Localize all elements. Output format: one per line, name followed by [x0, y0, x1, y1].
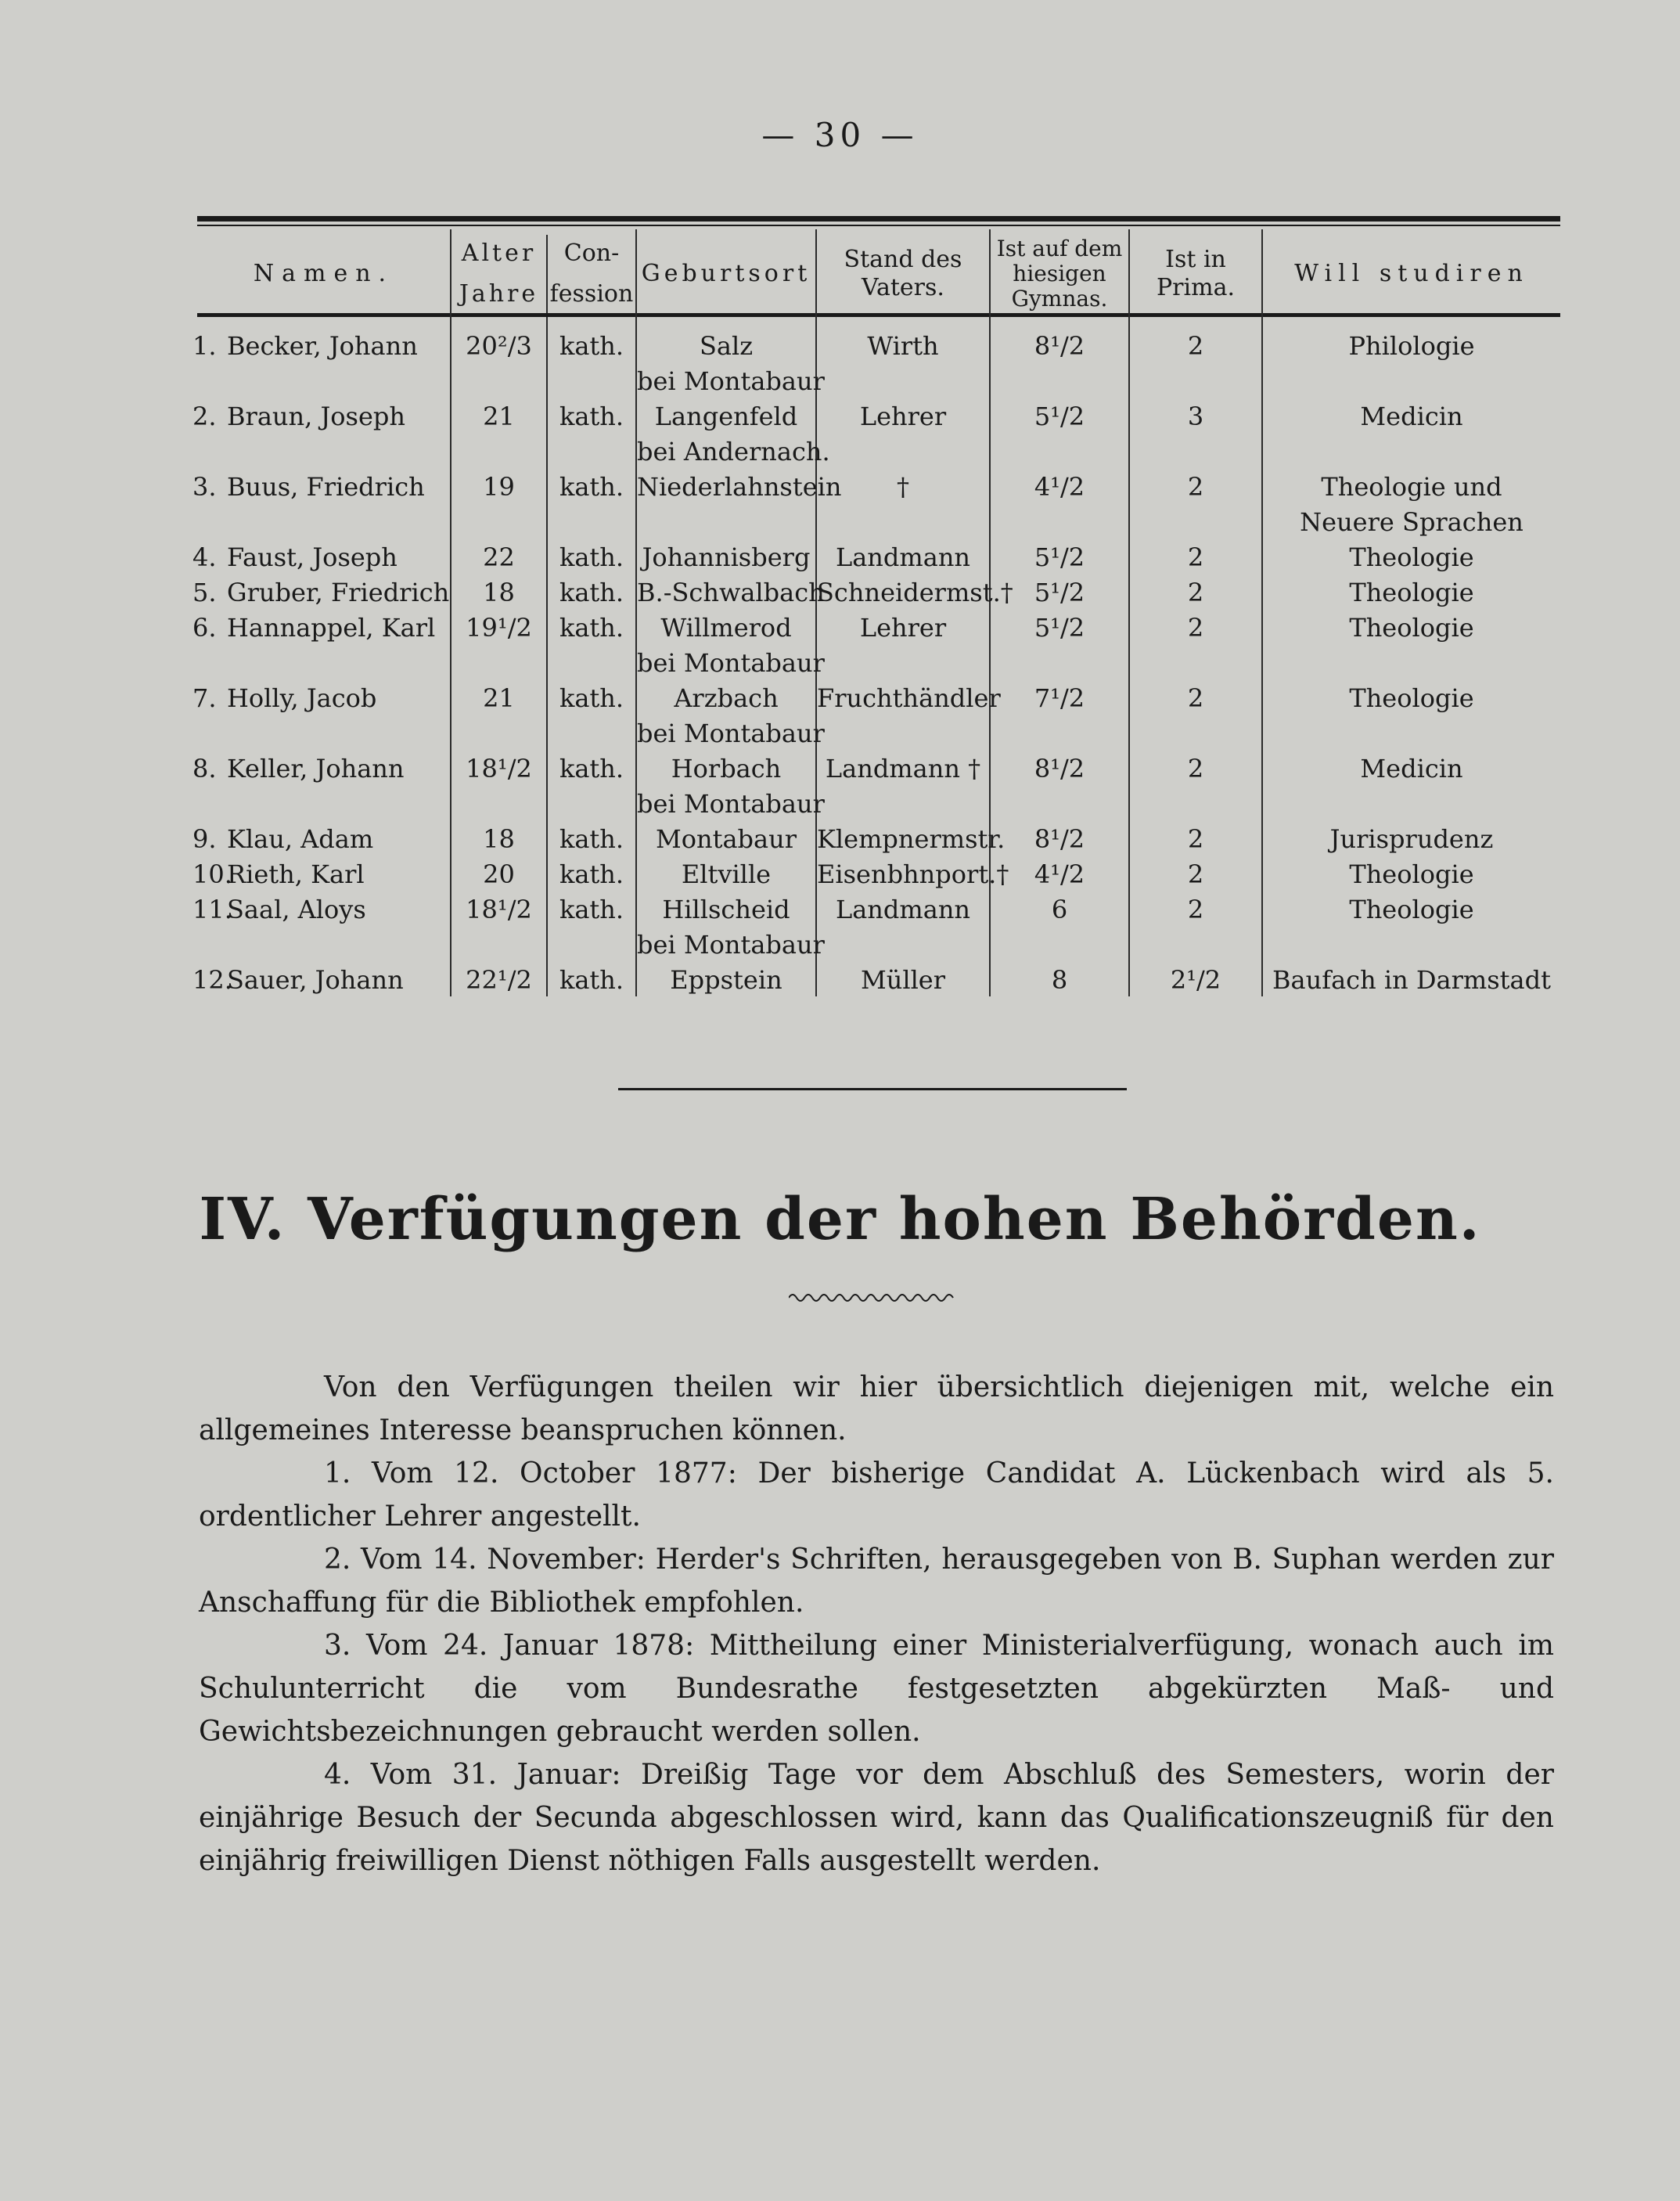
cell-conf: kath. [559, 965, 624, 995]
paragraph-item-3: 3. Vom 24. Januar 1878: Mittheilung einer Ministerialverfügung, wonach auch im Schulunterricht die vom Bundesrathe festgesetzten abgekürzten Maß- und Gewichtsbezeichnungen gebraucht werden sollen. [199, 1630, 1554, 1748]
table-top-rule-thin [197, 225, 1560, 226]
cell-gym: 8¹/2 [1034, 754, 1085, 783]
cell-prima: 2 [1187, 895, 1204, 924]
page-number: — 30 — [761, 116, 919, 154]
cell-father: Fruchthändler [817, 683, 1001, 713]
header-confession-line2: fession [549, 280, 634, 308]
table-row [0, 892, 1680, 928]
cell-no: 12. [192, 965, 232, 995]
cell-father: Landmann [835, 895, 971, 924]
cell-prima: 2 [1187, 472, 1204, 502]
cell-father: Klempnermstr. [817, 824, 1005, 854]
table-top-rule [197, 216, 1560, 222]
table-row [0, 399, 1680, 434]
cell-age: 22¹/2 [466, 965, 532, 995]
header-father-line2: Vaters. [862, 274, 944, 301]
cell-conf: kath. [559, 613, 624, 643]
cell-gym: 8¹/2 [1034, 824, 1085, 854]
cell-study: Theologie [1349, 542, 1474, 572]
paragraph-item-4: 4. Vom 31. Januar: Dreißig Tage vor dem Abschluß des Semesters, worin der einjährige Besuch der Secunda abgeschlossen wird, kann das Qualificationszeugniß für den einjährig freiwilligen Dienst nöthigen Falls ausgestellt werden. [199, 1759, 1554, 1877]
cell-age: 20²/3 [466, 331, 532, 361]
cell-no: 2. [192, 402, 217, 431]
cell-study: Theologie [1349, 613, 1474, 643]
cell-age: 21 [483, 683, 515, 713]
header-gymnasium-line1: Ist auf dem [996, 236, 1123, 261]
table-row [0, 470, 1680, 505]
header-study: Will studiren [1294, 260, 1529, 287]
cell-name: Hannappel, Karl [227, 613, 436, 643]
cell-prima: 2 [1187, 754, 1204, 783]
header-gymnasium-line3: Gymnas. [1011, 286, 1108, 312]
table-row-continuation [0, 716, 1680, 751]
cell-name: Gruber, Friedrich [227, 578, 450, 607]
table-row [0, 681, 1680, 716]
cell-name: Saal, Aloys [227, 895, 366, 924]
header-prima-line2: Prima. [1157, 274, 1235, 301]
cell-gym: 7¹/2 [1034, 683, 1085, 713]
header-father-line1: Stand des [844, 246, 962, 273]
cell-no: 8. [192, 754, 217, 783]
table-row [0, 857, 1680, 892]
cell-name: Holly, Jacob [227, 683, 377, 713]
cell-father: Landmann † [825, 754, 981, 783]
cell-gym: 5¹/2 [1034, 613, 1085, 643]
cell-place: Willmerod [660, 613, 792, 643]
table-row [0, 540, 1680, 575]
cell-gym: 5¹/2 [1034, 402, 1085, 431]
cell-no: 11. [192, 895, 232, 924]
cell-name: Braun, Joseph [227, 402, 405, 431]
wavy-ornament-icon [789, 1290, 956, 1306]
table-row-continuation [0, 505, 1680, 540]
header-father [817, 235, 989, 313]
cell-prima: 3 [1187, 402, 1204, 431]
cell-place-continuation: bei Montabaur [637, 648, 825, 678]
cell-father: Lehrer [859, 402, 947, 431]
cell-gym: 8¹/2 [1034, 331, 1085, 361]
cell-conf: kath. [559, 683, 624, 713]
header-age [451, 235, 546, 313]
header-name: Namen. [253, 260, 394, 287]
cell-prima: 2 [1187, 578, 1204, 607]
table-row-continuation [0, 364, 1680, 399]
cell-place-continuation: bei Montabaur [637, 366, 825, 396]
cell-father: Wirth [867, 331, 939, 361]
table-row-continuation [0, 787, 1680, 822]
cell-age: 18 [483, 824, 515, 854]
cell-age: 20 [483, 859, 515, 889]
cell-place-continuation: bei Montabaur [637, 930, 825, 960]
header-confession-line1: Con- [563, 240, 620, 267]
cell-study: Theologie [1349, 578, 1474, 607]
cell-name: Rieth, Karl [227, 859, 365, 889]
cell-place-continuation: bei Montabaur [637, 789, 825, 819]
cell-prima: 2 [1187, 859, 1204, 889]
cell-name: Faust, Joseph [227, 542, 398, 572]
header-gymnasium-line2: hiesigen [1013, 261, 1106, 286]
cell-place: Langenfeld [654, 402, 798, 431]
cell-conf: kath. [559, 578, 624, 607]
cell-prima: 2 [1187, 824, 1204, 854]
cell-place: Niederlahnstein [637, 472, 842, 502]
table-header-rule [197, 313, 1560, 317]
cell-conf: kath. [559, 754, 624, 783]
cell-place: Eltville [681, 859, 772, 889]
cell-gym: 5¹/2 [1034, 578, 1085, 607]
cell-study: Baufach in Darmstadt [1272, 965, 1551, 995]
cell-place: Arzbach [674, 683, 779, 713]
cell-no: 9. [192, 824, 217, 854]
cell-no: 7. [192, 683, 217, 713]
cell-no: 10. [192, 859, 232, 889]
table-row [0, 575, 1680, 611]
cell-place: Hillscheid [662, 895, 790, 924]
cell-study: Jurisprudenz [1329, 824, 1494, 854]
cell-prima: 2 [1187, 613, 1204, 643]
cell-place: Horbach [671, 754, 782, 783]
cell-place: Johannisberg [642, 542, 811, 572]
cell-father: Eisenbhnport.† [817, 859, 1009, 889]
cell-place: B.-Schwalbach [637, 578, 825, 607]
cell-study: Theologie [1349, 683, 1474, 713]
cell-father: Schneidermst.† [817, 578, 1013, 607]
cell-place-continuation: bei Montabaur [637, 719, 825, 748]
cell-no: 3. [192, 472, 217, 502]
header-prima [1130, 235, 1261, 313]
cell-age: 18¹/2 [466, 754, 532, 783]
cell-study: Theologie [1349, 859, 1474, 889]
cell-study-continuation: Neuere Sprachen [1300, 507, 1524, 537]
cell-conf: kath. [559, 824, 624, 854]
cell-no: 6. [192, 613, 217, 643]
table-row [0, 329, 1680, 364]
cell-study: Theologie und [1321, 472, 1502, 502]
cell-age: 19 [483, 472, 515, 502]
table-row [0, 963, 1680, 998]
cell-place: Montabaur [655, 824, 797, 854]
cell-no: 1. [192, 331, 217, 361]
table-row [0, 751, 1680, 787]
header-confession [548, 235, 635, 313]
cell-study: Philologie [1348, 331, 1475, 361]
table-row-continuation [0, 434, 1680, 470]
cell-place: Eppstein [670, 965, 782, 995]
header-prima-line1: Ist in [1165, 246, 1226, 273]
cell-conf: kath. [559, 402, 624, 431]
cell-age: 22 [483, 542, 515, 572]
cell-prima: 2 [1187, 542, 1204, 572]
cell-conf: kath. [559, 859, 624, 889]
paragraph-item-1: 1. Vom 12. October 1877: Der bisherige Candidat A. Lückenbach wird als 5. ordentlicher Lehrer angestellt. [199, 1457, 1554, 1533]
cell-no: 5. [192, 578, 217, 607]
cell-age: 19¹/2 [466, 613, 532, 643]
cell-father: Lehrer [859, 613, 947, 643]
cell-name: Sauer, Johann [227, 965, 404, 995]
header-age-line1: Alter [461, 240, 537, 267]
cell-study: Theologie [1349, 895, 1474, 924]
cell-name: Becker, Johann [227, 331, 418, 361]
cell-father: Müller [860, 965, 946, 995]
header-gymnasium [991, 235, 1128, 313]
cell-name: Keller, Johann [227, 754, 405, 783]
header-birthplace: Geburtsort [641, 260, 811, 287]
cell-age: 21 [483, 402, 515, 431]
table-row [0, 822, 1680, 857]
cell-gym: 6 [1051, 895, 1068, 924]
cell-conf: kath. [559, 331, 624, 361]
cell-conf: kath. [559, 542, 624, 572]
cell-prima: 2 [1187, 683, 1204, 713]
table-row-continuation [0, 928, 1680, 963]
cell-age: 18¹/2 [466, 895, 532, 924]
cell-place-continuation: bei Andernach. [637, 437, 830, 466]
cell-gym: 5¹/2 [1034, 542, 1085, 572]
header-age-line2: Jahre [459, 280, 539, 308]
cell-name: Buus, Friedrich [227, 472, 425, 502]
cell-place: Salz [699, 331, 754, 361]
cell-age: 18 [483, 578, 515, 607]
cell-prima: 2 [1187, 331, 1204, 361]
cell-gym: 8 [1051, 965, 1068, 995]
cell-father: Landmann [835, 542, 971, 572]
table-row [0, 611, 1680, 646]
table-row-continuation [0, 998, 1680, 1033]
cell-study: Medicin [1360, 402, 1463, 431]
paragraph-item-2: 2. Vom 14. November: Herder's Schriften, herausgegeben von B. Suphan werden zur Anschaffung für die Bibliothek empfohlen. [199, 1544, 1554, 1619]
cell-conf: kath. [559, 895, 624, 924]
cell-no: 4. [192, 542, 217, 572]
cell-father: † [897, 472, 909, 502]
cell-gym: 4¹/2 [1034, 472, 1085, 502]
cell-gym: 4¹/2 [1034, 859, 1085, 889]
cell-study: Medicin [1360, 754, 1463, 783]
cell-conf: kath. [559, 472, 624, 502]
paragraph-intro: Von den Verfügungen theilen wir hier übersichtlich diejenigen mit, welche ein allgemeines Interesse beanspruchen können. [199, 1371, 1554, 1446]
table-row-continuation [0, 646, 1680, 681]
section-divider [618, 1088, 1127, 1090]
cell-name: Klau, Adam [227, 824, 374, 854]
section-title: IV. Verfügungen der hohen Behörden. [199, 1186, 1481, 1253]
cell-prima: 2¹/2 [1170, 965, 1221, 995]
